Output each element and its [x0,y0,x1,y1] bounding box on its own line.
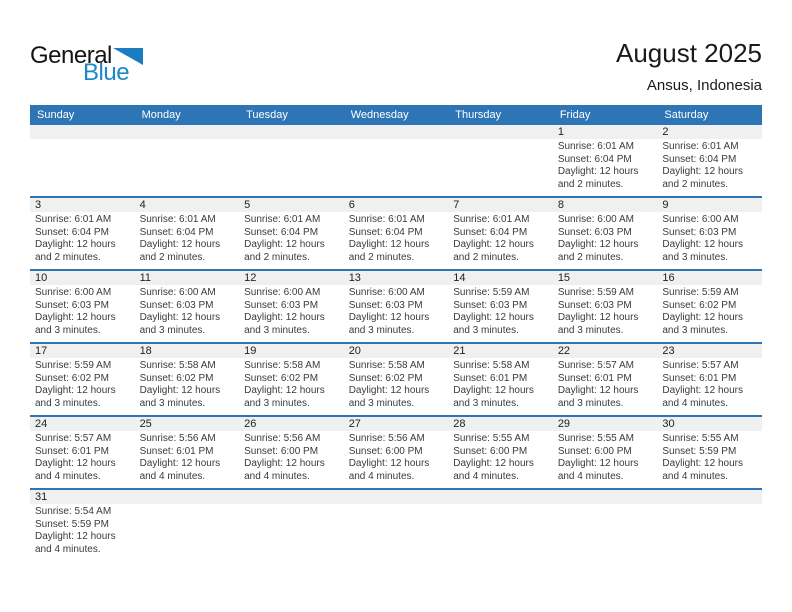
day-cell [553,344,658,415]
daylight-text-line2: and 4 minutes. [35,543,101,555]
day-details [239,212,344,269]
daylight-text-line2: and 3 minutes. [348,324,415,336]
day-number: 14 [448,271,553,285]
weekday-saturday: Saturday [664,109,709,121]
day-number [239,125,344,139]
day-details [239,431,344,488]
day-number: 5 [239,198,344,212]
day-number: 29 [553,417,658,431]
day-details [135,504,240,561]
day-number: 9 [657,198,762,212]
day-cell [135,344,240,415]
sunrise-text: Sunrise: 5:58 AM [244,360,321,371]
sunset-text: Sunset: 6:00 PM [557,445,632,457]
daylight-text-line2: and 3 minutes. [244,324,310,336]
daylight-text-line2: and 2 minutes. [244,251,310,263]
sunrise-text: Sunrise: 6:01 AM [662,141,739,152]
sunset-text: Sunset: 6:01 PM [662,372,737,384]
logo-text-blue: Blue [83,59,130,86]
week-row [30,198,762,271]
day-details [553,431,658,488]
sunset-text: Sunset: 6:03 PM [557,226,632,238]
page-title: August 2025 [615,38,762,68]
weekday-thursday: Thursday [455,109,502,121]
sunset-text: Sunset: 5:59 PM [35,518,109,530]
week-row [30,417,762,490]
day-number [344,125,449,139]
daylight-text-line1: Daylight: 12 hours [348,239,430,250]
sunrise-text: Sunrise: 5:55 AM [453,433,530,444]
daylight-text-line2: and 2 minutes. [557,251,624,263]
day-details [239,285,344,342]
sunrise-text: Sunrise: 6:01 AM [557,141,634,152]
day-details [553,358,658,415]
title-block [616,38,762,95]
day-cell [30,198,135,269]
day-details [553,212,658,269]
day-number: 3 [30,198,135,212]
daylight-text-line1: Daylight: 12 hours [35,531,116,542]
day-number [135,125,240,139]
sunset-text: Sunset: 5:59 PM [662,445,737,457]
daylight-text-line1: Daylight: 12 hours [139,312,221,323]
day-number: 8 [553,198,658,212]
week-row [30,344,762,417]
day-number: 30 [657,417,762,431]
sunset-text: Sunset: 6:04 PM [557,153,632,165]
sunset-text: Sunset: 6:04 PM [453,226,528,238]
daylight-text-line2: and 3 minutes. [139,324,206,336]
sunrise-text: Sunrise: 5:58 AM [453,360,530,371]
sunset-text: Sunset: 6:01 PM [453,372,528,384]
daylight-text-line1: Daylight: 12 hours [139,385,221,396]
sunset-text: Sunset: 6:01 PM [35,445,109,457]
day-cell [448,125,553,196]
day-cell [553,198,658,269]
day-number: 6 [344,198,449,212]
daylight-text-line1: Daylight: 12 hours [453,458,534,469]
day-cell [344,417,449,488]
day-details [553,285,658,342]
day-number: 15 [553,271,658,285]
day-number [553,490,658,504]
day-number: 25 [135,417,240,431]
day-details [448,212,553,269]
day-cell [657,125,762,196]
weekday-header-row [30,105,762,125]
sunset-text: Sunset: 6:01 PM [557,372,632,384]
day-cell [135,271,240,342]
page-subtitle: Ansus, Indonesia [646,77,762,94]
day-number: 19 [239,344,344,358]
daylight-text-line1: Daylight: 12 hours [244,385,325,396]
sunrise-text: Sunrise: 6:00 AM [35,287,112,298]
daylight-text-line2: and 4 minutes. [453,470,519,482]
sunrise-text: Sunrise: 5:57 AM [35,433,112,444]
day-number: 28 [448,417,553,431]
day-details [657,504,762,561]
sunrise-text: Sunrise: 6:00 AM [139,287,216,298]
day-number: 12 [239,271,344,285]
day-details [344,212,449,269]
day-details [657,431,762,488]
day-cell [553,125,658,196]
day-cell [448,344,553,415]
day-number: 13 [344,271,449,285]
sunrise-text: Sunrise: 6:01 AM [139,214,216,225]
daylight-text-line2: and 4 minutes. [348,470,415,482]
daylight-text-line2: and 3 minutes. [662,324,728,336]
day-details [553,139,658,196]
day-number: 20 [344,344,449,358]
day-number: 26 [239,417,344,431]
day-cell [344,125,449,196]
daylight-text-line1: Daylight: 12 hours [244,312,325,323]
day-cell [553,417,658,488]
day-cell [344,344,449,415]
calendar-weeks [30,125,762,561]
general-blue-logo [30,44,143,85]
week-row [30,490,762,561]
daylight-text-line2: and 2 minutes. [662,178,728,190]
day-cell [657,198,762,269]
sunset-text: Sunset: 6:00 PM [453,445,528,457]
day-details [30,285,135,342]
day-number: 22 [553,344,658,358]
sunset-text: Sunset: 6:02 PM [35,372,109,384]
day-cell [30,271,135,342]
day-cell [344,198,449,269]
day-cell [135,417,240,488]
daylight-text-line2: and 4 minutes. [244,470,310,482]
day-number: 27 [344,417,449,431]
sunrise-text: Sunrise: 6:00 AM [557,214,634,225]
daylight-text-line2: and 3 minutes. [557,324,624,336]
sunrise-text: Sunrise: 6:01 AM [348,214,425,225]
day-details [135,431,240,488]
daylight-text-line1: Daylight: 12 hours [348,458,430,469]
day-details [239,504,344,561]
sunset-text: Sunset: 6:04 PM [35,226,109,238]
day-cell [135,125,240,196]
daylight-text-line2: and 4 minutes. [557,470,624,482]
daylight-text-line2: and 3 minutes. [35,324,101,336]
day-number: 1 [553,125,658,139]
day-number [239,490,344,504]
day-number: 7 [448,198,553,212]
day-cell [30,344,135,415]
day-number: 16 [657,271,762,285]
sunset-text: Sunset: 6:01 PM [139,445,214,457]
day-details [657,285,762,342]
daylight-text-line1: Daylight: 12 hours [35,385,116,396]
sunrise-text: Sunrise: 5:58 AM [139,360,216,371]
sunset-text: Sunset: 6:02 PM [662,299,737,311]
daylight-text-line1: Daylight: 12 hours [35,312,116,323]
sunset-text: Sunset: 6:03 PM [244,299,319,311]
day-cell [135,490,240,561]
sunrise-text: Sunrise: 6:00 AM [348,287,425,298]
sunrise-text: Sunrise: 5:57 AM [662,360,739,371]
sunset-text: Sunset: 6:03 PM [662,226,737,238]
day-details [344,358,449,415]
day-number: 18 [135,344,240,358]
day-cell [135,198,240,269]
day-details [657,358,762,415]
day-details [135,212,240,269]
sunset-text: Sunset: 6:00 PM [244,445,319,457]
daylight-text-line1: Daylight: 12 hours [348,312,430,323]
sunrise-text: Sunrise: 6:01 AM [244,214,321,225]
sunrise-text: Sunrise: 6:01 AM [453,214,530,225]
weekday-monday: Monday [141,109,181,121]
week-row [30,271,762,344]
day-number: 31 [30,490,135,504]
day-details [448,139,553,196]
day-details [135,285,240,342]
day-cell [657,490,762,561]
daylight-text-line2: and 4 minutes. [139,470,206,482]
calendar-table [30,105,762,561]
day-cell [30,417,135,488]
daylight-text-line1: Daylight: 12 hours [453,385,534,396]
sunset-text: Sunset: 6:03 PM [557,299,632,311]
daylight-text-line2: and 3 minutes. [453,397,519,409]
sunrise-text: Sunrise: 5:59 AM [557,287,634,298]
daylight-text-line2: and 3 minutes. [557,397,624,409]
day-details [344,285,449,342]
day-details [657,212,762,269]
daylight-text-line1: Daylight: 12 hours [662,312,743,323]
day-number [135,490,240,504]
sunset-text: Sunset: 6:00 PM [348,445,423,457]
daylight-text-line2: and 2 minutes. [348,251,415,263]
daylight-text-line2: and 3 minutes. [662,251,728,263]
weekday-sunday: Sunday [37,109,75,121]
day-details [30,212,135,269]
weekday-friday: Friday [559,109,591,121]
day-number [657,490,762,504]
day-details [30,358,135,415]
day-number: 23 [657,344,762,358]
daylight-text-line2: and 4 minutes. [662,397,728,409]
daylight-text-line2: and 3 minutes. [244,397,310,409]
sunrise-text: Sunrise: 5:55 AM [662,433,739,444]
daylight-text-line2: and 2 minutes. [139,251,206,263]
sunrise-text: Sunrise: 5:57 AM [557,360,634,371]
sunrise-text: Sunrise: 5:59 AM [662,287,739,298]
daylight-text-line1: Daylight: 12 hours [35,239,116,250]
day-cell [30,125,135,196]
daylight-text-line2: and 2 minutes. [35,251,101,263]
day-cell [239,198,344,269]
daylight-text-line1: Daylight: 12 hours [453,312,534,323]
sunset-text: Sunset: 6:04 PM [244,226,319,238]
sunrise-text: Sunrise: 5:56 AM [244,433,321,444]
sunrise-text: Sunrise: 5:56 AM [139,433,216,444]
day-cell [239,490,344,561]
sunset-text: Sunset: 6:03 PM [139,299,214,311]
weekday-wednesday: Wednesday [350,109,409,121]
sunset-text: Sunset: 6:04 PM [139,226,214,238]
daylight-text-line1: Daylight: 12 hours [557,458,639,469]
daylight-text-line1: Daylight: 12 hours [244,239,325,250]
daylight-text-line1: Daylight: 12 hours [557,385,639,396]
day-cell [448,490,553,561]
sunset-text: Sunset: 6:02 PM [244,372,319,384]
sunrise-text: Sunrise: 5:59 AM [453,287,530,298]
day-number: 11 [135,271,240,285]
day-number [344,490,449,504]
daylight-text-line1: Daylight: 12 hours [557,312,639,323]
sunset-text: Sunset: 6:02 PM [348,372,423,384]
day-cell [657,271,762,342]
day-details [135,358,240,415]
daylight-text-line2: and 2 minutes. [557,178,624,190]
day-number: 2 [657,125,762,139]
daylight-text-line2: and 3 minutes. [453,324,519,336]
day-cell [239,344,344,415]
day-cell [553,490,658,561]
daylight-text-line1: Daylight: 12 hours [453,239,534,250]
sunset-text: Sunset: 6:03 PM [348,299,423,311]
day-number: 21 [448,344,553,358]
day-details [448,358,553,415]
day-details [448,504,553,561]
daylight-text-line1: Daylight: 12 hours [244,458,325,469]
day-details [239,358,344,415]
day-details [344,139,449,196]
day-cell [657,417,762,488]
sunset-text: Sunset: 6:03 PM [453,299,528,311]
sunrise-text: Sunrise: 6:01 AM [35,214,112,225]
sunrise-text: Sunrise: 6:00 AM [244,287,321,298]
sunrise-text: Sunrise: 5:58 AM [348,360,425,371]
sunset-text: Sunset: 6:04 PM [662,153,737,165]
day-details [344,504,449,561]
sunrise-text: Sunrise: 5:54 AM [35,506,112,517]
day-cell [344,271,449,342]
daylight-text-line2: and 4 minutes. [662,470,728,482]
day-cell [448,271,553,342]
day-details [344,431,449,488]
sunset-text: Sunset: 6:04 PM [348,226,423,238]
day-details [30,139,135,196]
day-number [448,125,553,139]
daylight-text-line2: and 2 minutes. [453,251,519,263]
daylight-text-line2: and 4 minutes. [35,470,101,482]
daylight-text-line1: Daylight: 12 hours [35,458,116,469]
daylight-text-line1: Daylight: 12 hours [557,166,639,177]
day-cell [239,125,344,196]
daylight-text-line1: Daylight: 12 hours [139,239,221,250]
day-details [448,431,553,488]
sunrise-text: Sunrise: 5:56 AM [348,433,425,444]
weekday-tuesday: Tuesday [246,109,288,121]
day-number [448,490,553,504]
day-cell [448,198,553,269]
daylight-text-line2: and 3 minutes. [139,397,206,409]
sunset-text: Sunset: 6:03 PM [35,299,109,311]
daylight-text-line1: Daylight: 12 hours [348,385,430,396]
week-row [30,125,762,198]
day-details [553,504,658,561]
day-cell [239,417,344,488]
sunrise-text: Sunrise: 5:55 AM [557,433,634,444]
day-details [30,431,135,488]
daylight-text-line1: Daylight: 12 hours [662,385,743,396]
day-details [135,139,240,196]
day-cell [30,490,135,561]
day-details [239,139,344,196]
daylight-text-line1: Daylight: 12 hours [662,239,743,250]
day-cell [657,344,762,415]
daylight-text-line1: Daylight: 12 hours [557,239,639,250]
logo-text-general: General [30,42,112,69]
day-cell [344,490,449,561]
day-number [30,125,135,139]
day-details [657,139,762,196]
day-number: 24 [30,417,135,431]
day-number: 17 [30,344,135,358]
day-cell [553,271,658,342]
sunrise-text: Sunrise: 5:59 AM [35,360,112,371]
daylight-text-line1: Daylight: 12 hours [662,166,743,177]
daylight-text-line2: and 3 minutes. [348,397,415,409]
day-cell [239,271,344,342]
daylight-text-line2: and 3 minutes. [35,397,101,409]
day-number: 4 [135,198,240,212]
daylight-text-line1: Daylight: 12 hours [662,458,743,469]
day-cell [448,417,553,488]
day-details [448,285,553,342]
sunrise-text: Sunrise: 6:00 AM [662,214,739,225]
sunset-text: Sunset: 6:02 PM [139,372,214,384]
day-number: 10 [30,271,135,285]
day-details [30,504,135,561]
daylight-text-line1: Daylight: 12 hours [139,458,221,469]
